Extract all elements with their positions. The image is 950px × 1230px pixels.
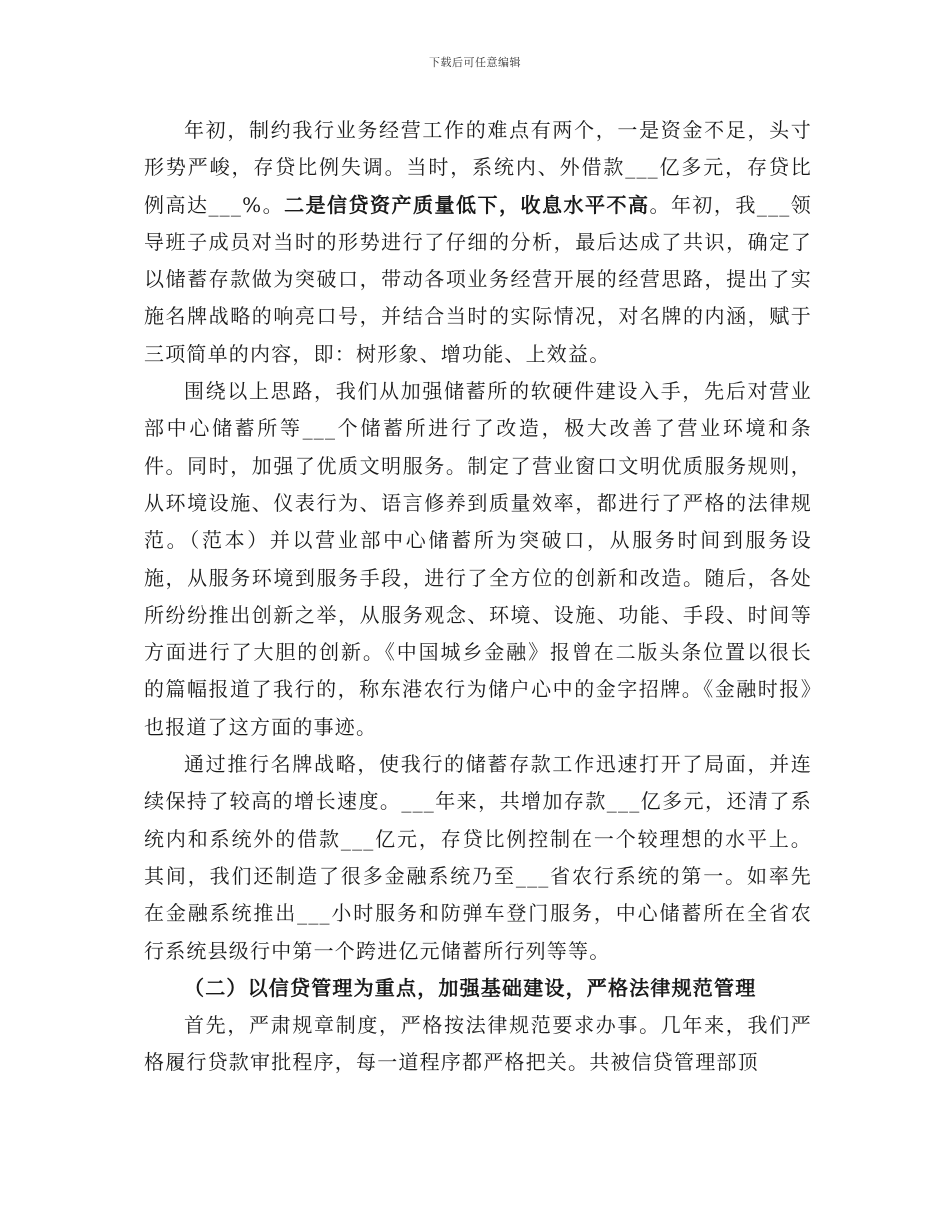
section-heading: （二）以信贷管理为重点，加强基础建设，严格法律规范管理: [184, 975, 757, 1000]
paragraph-1: [144, 112, 812, 373]
paragraph-4: 首先，严肃规章制度，严格按法律规范要求办事。几年来，我们严格履行贷款审批程序，每一道程序都严格把关。共被信贷管理部顶: [144, 1013, 812, 1075]
paragraph-1-text-start: 年初，制约我行业务经营工作的难点有两个，一是资金不足，头寸形势严峻，存贷比例失调。当时，系统内、外借款___亿多元，存贷比例高达___%。: [144, 118, 812, 217]
paragraph-3: 通过推行名牌战略，使我行的储蓄存款工作迅速打开了局面，并连续保持了较高的增长速度。___年来，共增加存款___亿多元，还清了系统内和系统外的借款___亿元，存贷比例控制在一个较理想的水平上。其间，我们还制造了很多金融系统乃至___省农行系统的第一。如率先在金融系统推出___小时服务和防弹车登门服务，中心储蓄所在全省农行系统县级行中第一个跨进亿元储蓄所行列等等。: [144, 752, 812, 963]
paragraph-2: 围绕以上思路，我们从加强储蓄所的软硬件建设入手，先后对营业部中心储蓄所等___个储蓄所进行了改造，极大改善了营业环境和条件。同时，加强了优质文明服务。制定了营业窗口文明优质服务规则，从环境设施、仪表行为、语言修养到质量效率，都进行了严格的法律规范。（范本）并以营业部中心储蓄所为突破口，从服务时间到服务设施，从服务环境到服务手段，进行了全方位的创新和改造。随后，各处所纷纷推出创新之举，从服务观念、环境、设施、功能、手段、时间等方面进行了大胆的创新。《中国城乡金融》报曾在二版头条位置以很长的篇幅报道了我行的，称东港农行为储户心中的金字招牌。《金融时报》也报道了这方面的事迹。: [144, 379, 812, 739]
page-header: 下载后可任意编辑: [429, 56, 521, 69]
paragraph-1-bold-phrase: 二是信贷资产质量低下，收息水平不高: [284, 192, 650, 217]
paragraph-1-text-end: 。年初，我___领导班子成员对当时的形势进行了仔细的分析，最后达成了共识，确定了以储蓄存款做为突破口，带动各项业务经营开展的经营思路，提出了实施名牌战略的响亮口号，并结合当时的实际情况，对名牌的内涵，赋于三项简单的内容，即：树形象、增功能、上效益。: [144, 192, 813, 366]
document-body: [144, 112, 812, 1082]
